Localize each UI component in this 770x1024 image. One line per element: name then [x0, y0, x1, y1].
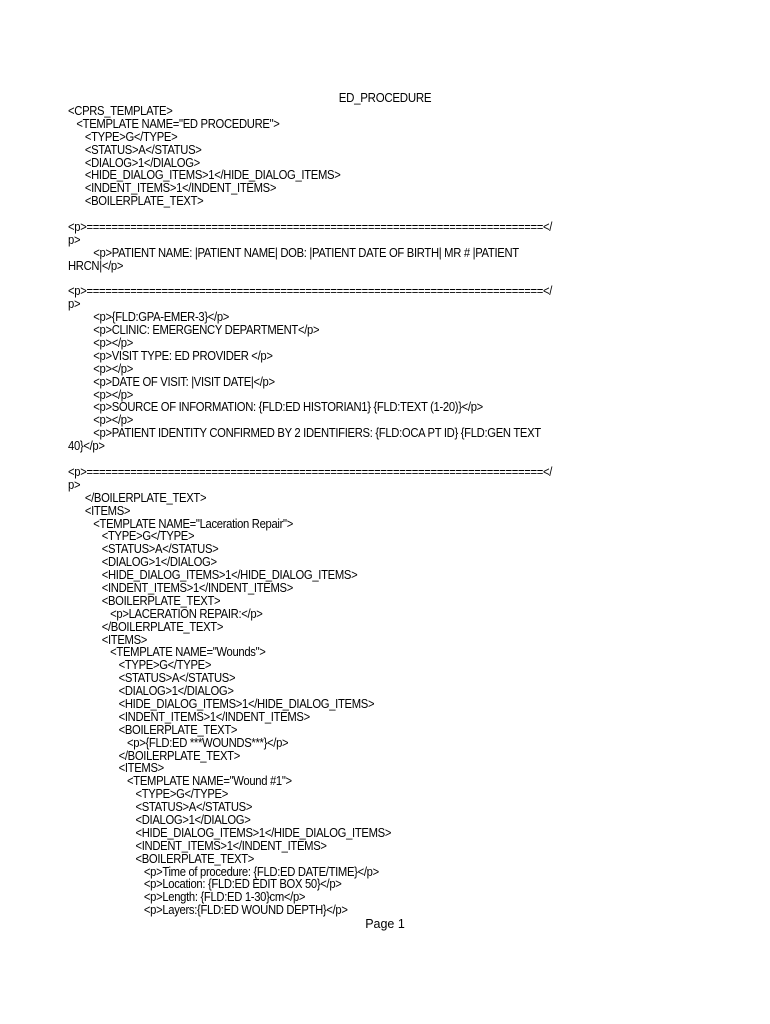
text-line: <TEMPLATE NAME="ED PROCEDURE">: [68, 116, 280, 131]
text-line: <STATUS>A</STATUS>: [68, 671, 236, 686]
text-line: <ITEMS>: [68, 761, 164, 776]
text-line: <TYPE>G</TYPE>: [68, 529, 195, 544]
text-line: <p>Location: {FLD:ED EDIT BOX 50}</p>: [68, 877, 342, 892]
text-line: <p>CLINIC: EMERGENCY DEPARTMENT</p>: [68, 323, 320, 338]
text-line: <DIALOG>1</DIALOG>: [68, 812, 251, 827]
text-line: <TEMPLATE NAME="Wounds">: [68, 645, 266, 660]
text-line: <ITEMS>: [68, 503, 131, 518]
text-line: HRCN|</p>: [68, 258, 124, 273]
text-line: p>: [68, 232, 81, 247]
text-line: <p>PATIENT NAME: |PATIENT NAME| DOB: |PATIENT DATE OF BIRTH| MR # |PATIENT: [68, 245, 519, 260]
text-line: <p>PATIENT IDENTITY CONFIRMED BY 2 IDENTIFIERS: {FLD:OCA PT ID} {FLD:GEN TEXT: [68, 426, 541, 441]
text-line: <STATUS>A</STATUS>: [68, 800, 253, 815]
text-line: <DIALOG>1</DIALOG>: [68, 555, 217, 570]
text-line: <p>DATE OF VISIT: |VISIT DATE|</p>: [68, 374, 275, 389]
text-line: <BOILERPLATE_TEXT>: [68, 722, 238, 737]
separator-line: <p>=========================================================================</: [68, 284, 553, 299]
text-line: <p></p>: [68, 361, 134, 376]
text-line: <p>Time of procedure: {FLD:ED DATE/TIME}</p>: [68, 864, 379, 879]
text-line: <p></p>: [68, 336, 134, 351]
text-line: <HIDE_DIALOG_ITEMS>1</HIDE_DIALOG_ITEMS>: [68, 168, 341, 183]
text-line: <DIALOG>1</DIALOG>: [68, 155, 200, 170]
text-line: p>: [68, 477, 81, 492]
text-line: <TEMPLATE NAME="Wound #1">: [68, 774, 292, 789]
text-line: <BOILERPLATE_TEXT>: [68, 593, 221, 608]
text-line: <TYPE>G</TYPE>: [68, 129, 178, 144]
text-line: <CPRS_TEMPLATE>: [68, 104, 173, 118]
text-line: <p>{FLD:ED ***WOUNDS***}</p>: [68, 735, 289, 750]
text-line: <HIDE_DIALOG_ITEMS>1</HIDE_DIALOG_ITEMS>: [68, 568, 358, 583]
document-body: [68, 105, 708, 917]
text-line: <p>Layers:{FLD:ED WOUND DEPTH}</p>: [68, 903, 348, 918]
text-line: <INDENT_ITEMS>1</INDENT_ITEMS>: [68, 838, 327, 853]
text-line: <p></p>: [68, 413, 134, 428]
text-line: <p>{FLD:GPA-EMER-3}</p>: [68, 310, 230, 325]
text-line: <p>SOURCE OF INFORMATION: {FLD:ED HISTORIAN1} {FLD:TEXT (1-20)}</p>: [68, 400, 483, 415]
text-line: <p></p>: [68, 387, 134, 402]
page-number: Page 1: [365, 917, 405, 931]
separator-line: <p>=========================================================================</: [68, 220, 553, 235]
text-line: <p>LACERATION REPAIR:</p>: [68, 606, 263, 621]
text-line: <INDENT_ITEMS>1</INDENT_ITEMS>: [68, 580, 293, 595]
text-line: 40}</p>: [68, 439, 105, 454]
text-line: <BOILERPLATE_TEXT>: [68, 194, 204, 209]
text-line: <DIALOG>1</DIALOG>: [68, 684, 234, 699]
text-line: <p>Length: {FLD:ED 1-30}cm</p>: [68, 890, 306, 905]
text-line: <INDENT_ITEMS>1</INDENT_ITEMS>: [68, 181, 277, 196]
text-line: <TYPE>G</TYPE>: [68, 787, 228, 802]
text-line: </BOILERPLATE_TEXT>: [68, 748, 240, 763]
document-title: ED_PROCEDURE: [338, 91, 432, 105]
text-line: <HIDE_DIALOG_ITEMS>1</HIDE_DIALOG_ITEMS>: [68, 696, 375, 711]
text-line: </BOILERPLATE_TEXT>: [68, 490, 207, 505]
text-line: <TYPE>G</TYPE>: [68, 658, 212, 673]
text-line: <p>VISIT TYPE: ED PROVIDER </p>: [68, 348, 273, 363]
separator-line: <p>=========================================================================</: [68, 464, 553, 479]
text-line: <INDENT_ITEMS>1</INDENT_ITEMS>: [68, 709, 310, 724]
text-line: <HIDE_DIALOG_ITEMS>1</HIDE_DIALOG_ITEMS>: [68, 825, 392, 840]
text-line: <ITEMS>: [68, 632, 148, 647]
text-line: <TEMPLATE NAME="Laceration Repair">: [68, 516, 293, 531]
text-line: </BOILERPLATE_TEXT>: [68, 619, 224, 634]
text-line: <STATUS>A</STATUS>: [68, 542, 219, 557]
text-line: p>: [68, 297, 81, 312]
text-line: <STATUS>A</STATUS>: [68, 142, 202, 157]
text-line: <BOILERPLATE_TEXT>: [68, 851, 255, 866]
